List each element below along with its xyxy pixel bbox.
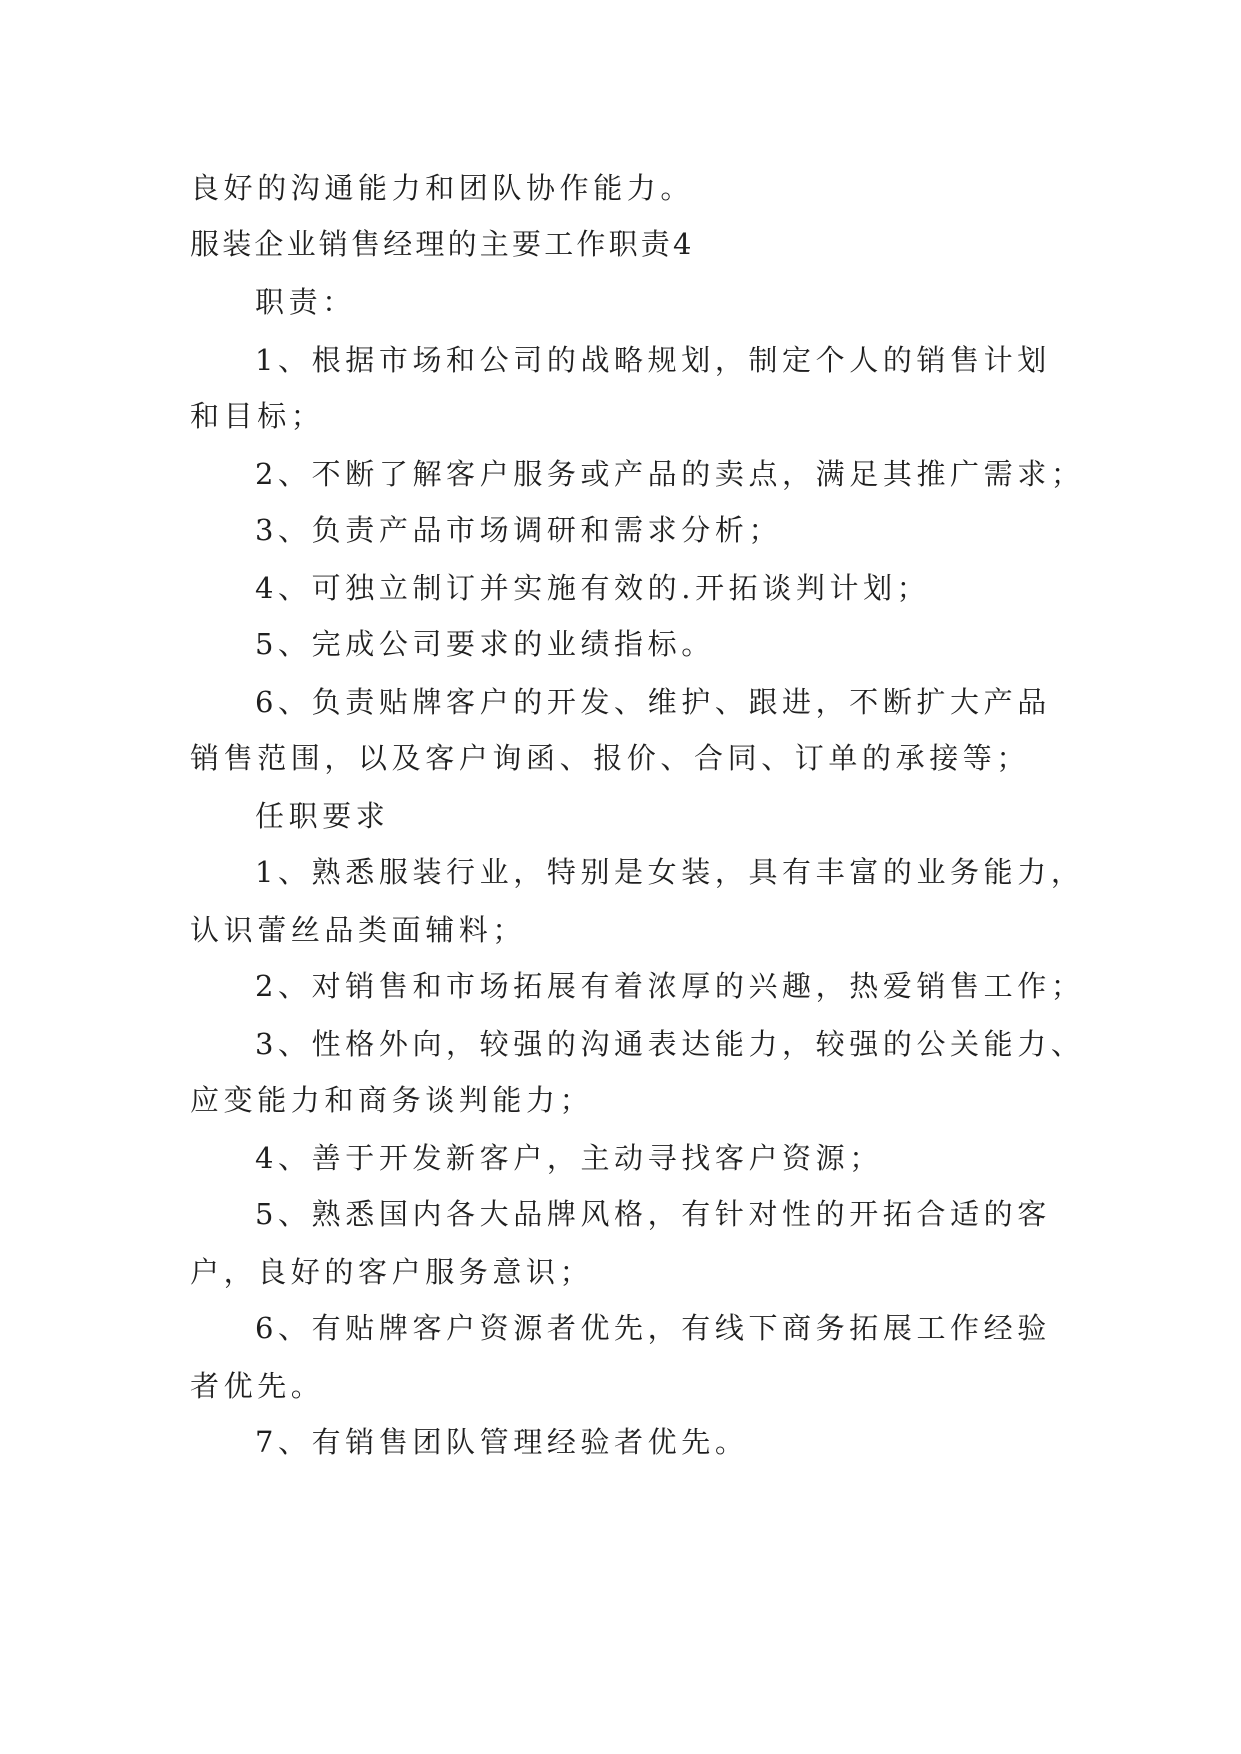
requirement-item-6: 6、有贴牌客户资源者优先，有线下商务拓展工作经验 — [255, 1311, 1051, 1345]
duty-item-3: 3、负责产品市场调研和需求分析； — [255, 513, 783, 547]
duty-item-1-continuation: 和目标； — [190, 399, 325, 433]
duty-item-6: 6、负责贴牌客户的开发、维护、跟进，不断扩大产品 — [255, 685, 1051, 719]
requirement-item-6-continuation: 者优先。 — [190, 1369, 325, 1403]
duty-item-6-continuation: 销售范围，以及客户询函、报价、合同、订单的承接等； — [190, 741, 1031, 775]
duty-item-2: 2、不断了解客户服务或产品的卖点，满足其推广需求； — [255, 457, 1085, 491]
paragraph-line-continuation: 良好的沟通能力和团队协作能力。 — [190, 171, 695, 205]
requirement-item-5-continuation: 户，良好的客户服务意识； — [190, 1255, 594, 1289]
requirement-item-3: 3、性格外向，较强的沟通表达能力，较强的公关能力、 — [255, 1027, 1085, 1061]
duty-item-1: 1、根据市场和公司的战略规划，制定个人的销售计划 — [255, 343, 1051, 377]
section-title: 服装企业销售经理的主要工作职责4 — [190, 227, 695, 261]
requirement-item-1: 1、熟悉服装行业，特别是女装，具有丰富的业务能力， — [255, 855, 1085, 889]
requirement-item-4: 4、善于开发新客户，主动寻找客户资源； — [255, 1141, 883, 1175]
requirement-item-3-continuation: 应变能力和商务谈判能力； — [190, 1083, 594, 1117]
requirement-item-7: 7、有销售团队管理经验者优先。 — [255, 1425, 749, 1459]
duty-item-4: 4、可独立制订并实施有效的.开拓谈判计划； — [255, 571, 931, 605]
duty-item-5: 5、完成公司要求的业绩指标。 — [255, 627, 715, 661]
requirement-item-1-continuation: 认识蕾丝品类面辅料； — [190, 913, 527, 947]
duties-heading: 职责： — [255, 285, 356, 319]
requirements-heading: 任职要求 — [255, 799, 390, 833]
requirement-item-5: 5、熟悉国内各大品牌风格，有针对性的开拓合适的客 — [255, 1197, 1051, 1231]
requirement-item-2: 2、对销售和市场拓展有着浓厚的兴趣，热爱销售工作； — [255, 969, 1085, 1003]
